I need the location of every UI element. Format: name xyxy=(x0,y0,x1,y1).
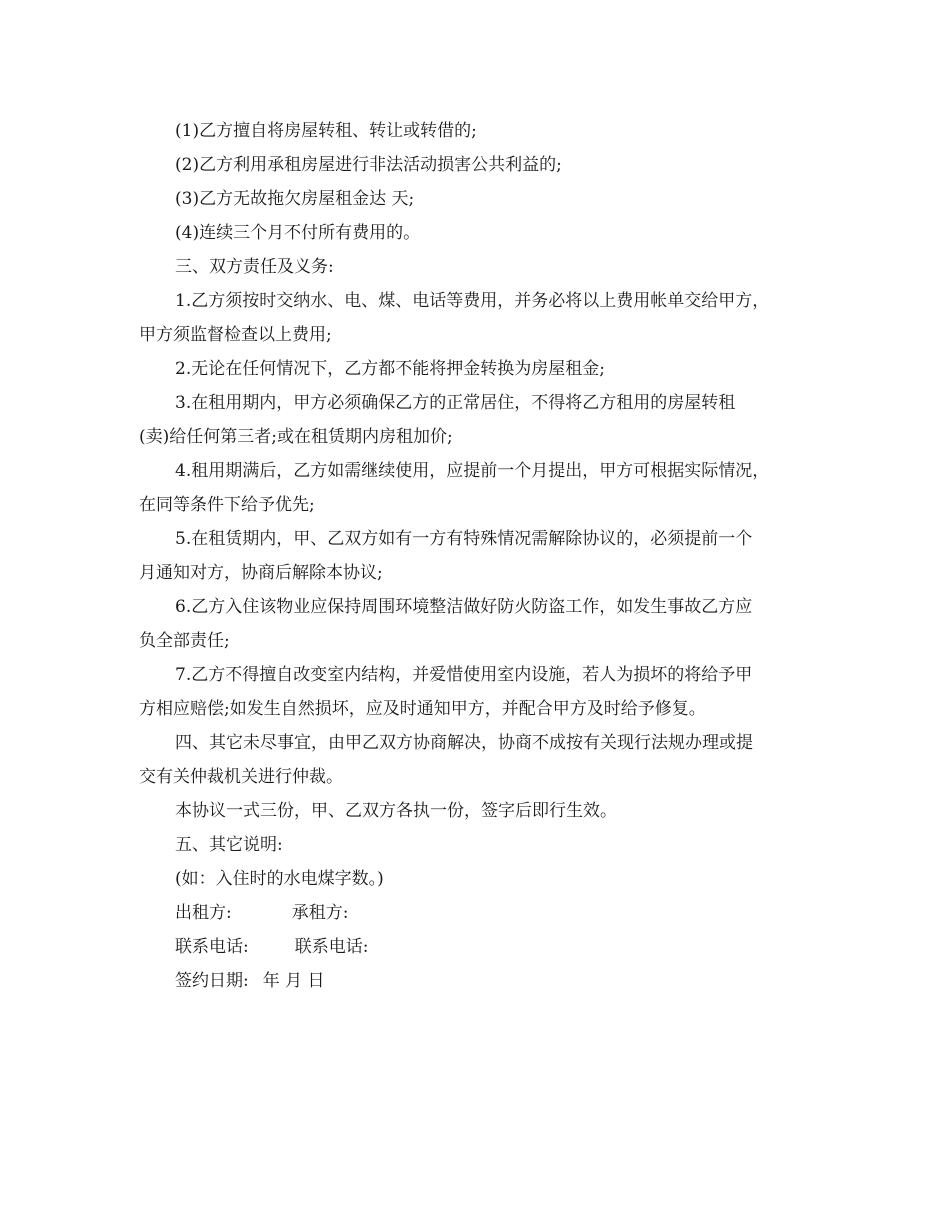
duty-3-line-2: (卖)给任何第三者;或在租赁期内房租加价; xyxy=(139,427,453,447)
duty-2-line-1: 2.无论在任何情况下，乙方都不能将押金转换为房屋租金; xyxy=(175,359,605,379)
duty-5-line-1: 5.在租赁期内，甲、乙双方如有一方有特殊情况需解除协议的，必须提前一个 xyxy=(175,529,753,549)
duty-3-line-1: 3.在租用期内，甲方必须确保乙方的正常居住，不得将乙方租用的房屋转租 xyxy=(175,393,736,413)
section-5-heading: 五、其它说明: xyxy=(175,835,283,855)
duty-1-line-1: 1.乙方须按时交纳水、电、煤、电话等费用，并务必将以上费用帐单交给甲方， xyxy=(175,291,770,311)
contract-body xyxy=(139,114,819,998)
date-label: 签约日期: xyxy=(175,971,249,991)
duty-7-line-1: 7.乙方不得擅自改变室内结构，并爱惜使用室内设施，若人为损坏的将给予甲 xyxy=(175,665,753,685)
lessor-phone-label: 联系电话: xyxy=(175,937,249,957)
duty-6-line-1: 6.乙方入住该物业应保持周围环境整洁做好防火防盗工作，如发生事故乙方应 xyxy=(175,597,753,617)
termination-clause-1: (1)乙方擅自将房屋转租、转让或转借的; xyxy=(175,121,477,141)
section-4-line-1: 四、其它未尽事宜，由甲乙双方协商解决，协商不成按有关现行法规办理或提 xyxy=(175,733,753,753)
lessee-phone-label: 联系电话: xyxy=(294,937,369,957)
duty-7-line-2: 方相应赔偿;如发生自然损坏，应及时通知甲方，并配合甲方及时给予修复。 xyxy=(139,699,706,719)
date-value: 年 月 日 xyxy=(262,971,325,991)
duty-6-line-2: 负全部责任; xyxy=(139,631,230,651)
duty-5-line-2: 月通知对方，协商后解除本协议; xyxy=(139,563,383,583)
termination-clause-2: (2)乙方利用承租房屋进行非法活动损害公共利益的; xyxy=(175,155,562,175)
section-4-line-2: 交有关仲裁机关进行仲裁。 xyxy=(139,767,343,787)
lessor-label: 出租方: xyxy=(175,903,232,923)
signature-date-row xyxy=(139,964,819,998)
termination-clause-3: (3)乙方无故拖欠房屋租金达 天; xyxy=(175,189,415,209)
section-3-heading: 三、双方责任及义务: xyxy=(175,257,334,277)
copies-statement: 本协议一式三份，甲、乙双方各执一份，签字后即行生效。 xyxy=(175,801,617,821)
duty-1-line-2: 甲方须监督检查以上费用; xyxy=(139,325,332,345)
duty-4-line-1: 4.租用期满后，乙方如需继续使用，应提前一个月提出，甲方可根据实际情况， xyxy=(175,461,770,481)
duty-4-line-2: 在同等条件下给予优先; xyxy=(139,495,315,515)
termination-clause-4: (4)连续三个月不付所有费用的。 xyxy=(175,223,421,243)
signature-parties-row xyxy=(139,896,819,930)
section-5-note: (如：入住时的水电煤字数。) xyxy=(175,869,384,889)
lessee-label: 承租方: xyxy=(291,903,349,923)
signature-phone-row xyxy=(139,930,819,964)
